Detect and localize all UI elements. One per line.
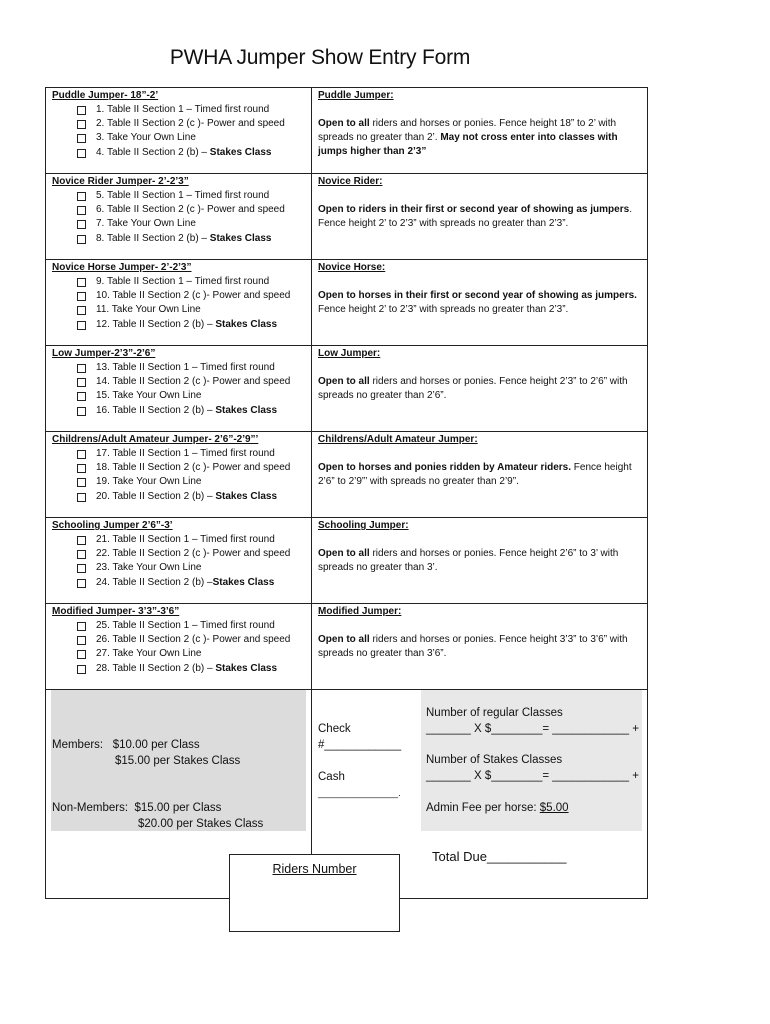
checkbox-icon[interactable] [77,478,86,487]
cash-label: Cash [318,771,345,783]
division-row [45,603,648,689]
class-label: 4. Table II Section 2 (b) – [96,146,210,158]
checkbox-icon[interactable] [77,292,86,301]
checkbox-icon[interactable] [77,493,86,502]
checkbox-icon[interactable] [77,235,86,244]
class-option[interactable] [52,146,312,160]
stakes-classes-label: Number of Stakes Classes [426,754,563,766]
checkbox-icon[interactable] [77,450,86,459]
division-heading: Low Jumper-2’3”-2’6” [52,348,156,359]
division-description-heading: Novice Horse: [318,262,386,273]
riders-number-box[interactable] [229,854,400,932]
division-heading: Novice Horse Jumper- 2’-2’3” [52,262,192,273]
checkbox-icon[interactable] [77,134,86,143]
division-heading: Puddle Jumper- 18”-2’ [52,90,159,101]
division-heading: Schooling Jumper 2’6”-3’ [52,520,173,531]
checkbox-icon[interactable] [77,220,86,229]
checkbox-icon[interactable] [77,579,86,588]
class-option[interactable] [52,289,312,303]
class-label: 24. Table II Section 2 (b) – [96,576,213,588]
checkbox-icon[interactable] [77,278,86,287]
checkbox-icon[interactable] [77,206,86,215]
class-label: 14. Table II Section 2 (c )- Power and speed [96,376,291,388]
division-heading: Modified Jumper- 3’3”-3’6” [52,606,180,617]
class-option[interactable] [52,103,312,117]
checkbox-icon[interactable] [77,106,86,115]
stakes-class-label: Stakes Class [212,576,275,588]
total-due-field[interactable]: Total Due___________ [432,849,567,864]
class-option[interactable] [52,217,312,231]
class-option[interactable] [52,275,312,289]
check-label: Check [318,723,351,735]
stakes-class-label: Stakes Class [209,232,272,244]
class-label: 23. Take Your Own Line [96,562,202,574]
stakes-class-label: Stakes Class [215,404,278,416]
class-option[interactable] [52,576,312,590]
class-option[interactable] [52,490,312,504]
division-heading: Childrens/Adult Amateur Jumper- 2’6”-2’9”’ [52,434,259,445]
class-option[interactable] [52,475,312,489]
division-description-heading: Low Jumper: [318,348,381,359]
division-description: Open to horses in their first or second year of showing as jumpers. Fence height 2’ to 2’3” with spreads no greater than 2’3”. [318,290,637,315]
class-option[interactable] [52,189,312,203]
class-label: 11. Take Your Own Line [96,304,201,316]
checkbox-icon[interactable] [77,550,86,559]
division-description-heading: Childrens/Adult Amateur Jumper: [318,434,478,445]
division-description-heading: Puddle Jumper: [318,90,394,101]
checkbox-icon[interactable] [77,306,86,315]
checkbox-icon[interactable] [77,364,86,373]
checkbox-icon[interactable] [77,321,86,330]
checkbox-icon[interactable] [77,149,86,158]
page-title: PWHA Jumper Show Entry Form [169,46,471,69]
class-label: 10. Table II Section 2 (c )- Power and speed [96,290,291,302]
class-option[interactable] [52,375,312,389]
class-label: 5. Table II Section 1 – Timed first round [96,190,270,201]
admin-fee: Admin Fee per horse: $5.00 [426,802,569,814]
division-row [45,173,648,259]
checkbox-icon[interactable] [77,636,86,645]
class-option[interactable] [52,389,312,403]
cash-amount-field[interactable]: ________________. [318,788,401,798]
stakes-class-label: Stakes Class [215,318,278,330]
riders-number-label: Riders Number [272,862,357,876]
division-heading: Novice Rider Jumper- 2’-2’3” [52,176,189,187]
class-label: 15. Take Your Own Line [96,390,202,402]
class-option[interactable] [52,131,312,145]
division-description: Open to horses and ponies ridden by Amateur riders. Fence height 2’6” to 2’9”’ with spreads no greater than 2’9”. [318,462,632,487]
division-description-heading: Novice Rider: [318,176,383,187]
class-label: 6. Table II Section 2 (c )- Power and speed [96,204,285,216]
division-description: Open to all riders and horses or ponies. Fence height 2’6” to 3’ with spreads no greater than 3’. [318,548,619,573]
checkbox-icon[interactable] [77,407,86,416]
division-description: Open to all riders and horses or ponies. Fence height 18” to 2’ with spreads no greater than 2’. May not cross enter into classes with jumps higher than 2’3” [318,118,618,157]
class-option[interactable] [52,318,312,332]
class-label: 18. Table II Section 2 (c )- Power and speed [96,462,291,474]
class-label: 28. Table II Section 2 (b) – [96,662,216,674]
class-option[interactable] [52,619,312,633]
class-label: 27. Take Your Own Line [96,648,202,660]
class-option[interactable] [52,533,312,547]
stakes-class-label: Stakes Class [215,490,278,502]
division-row [45,517,648,603]
class-option[interactable] [52,662,312,676]
class-label: 2. Table II Section 2 (c )- Power and speed [96,118,285,130]
nonmembers-fee: Non-Members: $15.00 per Class [52,802,222,814]
checkbox-icon[interactable] [77,564,86,573]
checkbox-icon[interactable] [77,622,86,631]
check-number-field[interactable]: #____________ [318,739,402,751]
members-fee: Members: $10.00 per Class [52,739,200,751]
class-option[interactable] [52,633,312,647]
class-option[interactable] [52,203,312,217]
checkbox-icon[interactable] [77,536,86,545]
class-option[interactable] [52,461,312,475]
class-label: 25. Table II Section 1 – Timed first round [96,620,275,631]
checkbox-icon[interactable] [77,120,86,129]
division-description-heading: Modified Jumper: [318,606,402,617]
class-option[interactable] [52,232,312,246]
class-option[interactable] [52,303,312,317]
checkbox-icon[interactable] [77,192,86,201]
members-stakes-fee: $15.00 per Stakes Class [115,755,241,767]
division-row [45,345,648,431]
nonmembers-stakes-fee: $20.00 per Stakes Class [138,818,264,830]
division-description: Open to all riders and horses or ponies. Fence height 3’3” to 3’6” with spreads no greater than 3’6”. [318,634,628,659]
class-label: 16. Table II Section 2 (b) – [96,404,216,416]
division-description: Open to all riders and horses or ponies. Fence height 2’3” to 2’6” with spreads no greater than 2’6”. [318,376,628,401]
class-label: 3. Take Your Own Line [96,132,196,144]
stakes-classes-calc-field[interactable]: _______ X $________= ____________ + [426,770,639,782]
class-label: 20. Table II Section 2 (b) – [96,490,216,502]
checkbox-icon[interactable] [77,392,86,401]
class-option[interactable] [52,547,312,561]
class-label: 26. Table II Section 2 (c )- Power and speed [96,634,291,646]
class-label: 13. Table II Section 1 – Timed first round [96,362,275,373]
class-label: 17. Table II Section 1 – Timed first round [96,448,275,459]
class-option[interactable] [52,561,312,575]
stakes-class-label: Stakes Class [215,662,278,674]
class-label: 1. Table II Section 1 – Timed first round [96,104,270,115]
class-label: 22. Table II Section 2 (c )- Power and speed [96,548,291,560]
division-row [45,431,648,517]
class-label: 19. Take Your Own Line [96,476,202,488]
stakes-class-label: Stakes Class [209,146,272,158]
class-option[interactable] [52,404,312,418]
checkbox-icon[interactable] [77,650,86,659]
regular-classes-label: Number of regular Classes [426,707,563,719]
class-label: 12. Table II Section 2 (b) – [96,318,216,330]
class-option[interactable] [52,447,312,461]
division-row [45,87,648,173]
checkbox-icon[interactable] [77,665,86,674]
checkbox-icon[interactable] [77,464,86,473]
division-description: Open to riders in their first or second year of showing as jumpers. Fence height 2’ to 2’3” with spreads no greater than 2’3”. [318,204,632,229]
class-label: 9. Table II Section 1 – Timed first round [96,276,270,287]
class-label: 7. Take Your Own Line [96,218,196,230]
class-label: 21. Table II Section 1 – Timed first round [96,534,275,545]
regular-classes-calc-field[interactable]: _______ X $________= ____________ + [426,723,639,735]
division-description-heading: Schooling Jumper: [318,520,409,531]
division-row [45,259,648,345]
class-option[interactable] [52,361,312,375]
class-label: 8. Table II Section 2 (b) – [96,232,210,244]
checkbox-icon[interactable] [77,378,86,387]
class-option[interactable] [52,647,312,661]
class-option[interactable] [52,117,312,131]
